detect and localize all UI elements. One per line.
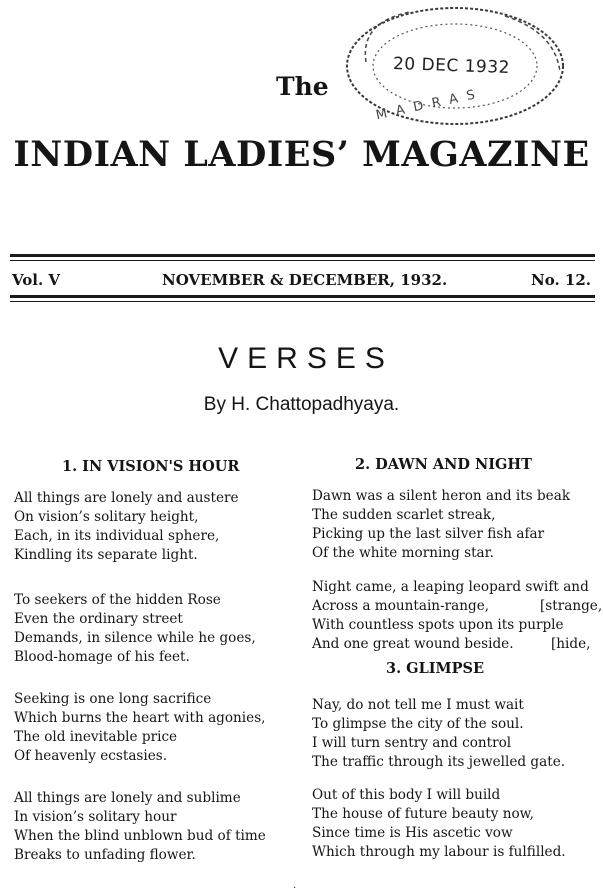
rule-top-thin: [10, 260, 595, 261]
verse-line: Nay, do not tell me I must wait: [312, 697, 524, 713]
verse-line: Which through my labour is fulfilled.: [312, 844, 566, 860]
issue-date: NOVEMBER & DECEMBER, 1932.: [162, 271, 448, 289]
verse-line: The traffic through its jewelled gate.: [312, 754, 566, 770]
verse-line: The house of future beauty now,: [312, 806, 534, 822]
verse-line: Demands, in silence while he goes,: [14, 630, 256, 646]
verse-line: Dawn was a silent heron and its beak: [312, 488, 571, 504]
magazine-title: INDIAN LADIES’ MAGAZINE: [13, 134, 590, 175]
poem-3-stanza-2: [312, 786, 566, 862]
masthead-the: The: [276, 72, 329, 101]
poem-2-title: 2. DAWN AND NIGHT: [355, 456, 532, 473]
verse-line: Blood-homage of his feet.: [14, 649, 190, 665]
rule-bottom-thin: [10, 301, 595, 302]
poem-1-stanza-1: [14, 489, 239, 565]
article-byline: By H. Chattopadhyaya.: [203, 394, 400, 415]
verse-line: Across a mountain-range,: [312, 598, 490, 614]
footer-mark: .: [293, 880, 297, 891]
issue-volume: Vol. V: [12, 271, 61, 289]
verse-line: Which burns the heart with agonies,: [14, 710, 266, 726]
verse-line: The sudden scarlet streak,: [312, 507, 496, 523]
poem-3-stanza-1: [312, 696, 565, 772]
verse-line: Each, in its individual sphere,: [14, 528, 220, 544]
verse-line: In vision’s solitary hour: [14, 809, 177, 825]
verse-line: Of heavenly ecstasies.: [14, 748, 168, 764]
issue-number: No. 12.: [531, 271, 591, 289]
stamp-date: 20 DEC 1932: [392, 53, 511, 79]
verse-line: To seekers of the hidden Rose: [14, 592, 221, 608]
poem-3-title: 3. GLIMPSE: [386, 660, 485, 677]
verse-line: All things are lonely and sublime: [14, 790, 241, 806]
verse-line: When the blind unblown bud of time: [14, 828, 266, 844]
poem-2-stanza-1: [312, 487, 570, 563]
poem-1-stanza-3: [14, 690, 266, 766]
verse-line: Even the ordinary street: [14, 611, 183, 627]
poem-2-overflow-2: [hide,: [551, 636, 591, 652]
verse-line: Of the white morning star.: [312, 545, 494, 561]
verse-line: Out of this body I will build: [312, 787, 501, 803]
verse-line: To glimpse the city of the soul.: [312, 716, 524, 732]
verse-line: And one great wound beside.: [312, 636, 514, 652]
poem-1-stanza-2: [14, 591, 256, 667]
verse-line: Kindling its separate light.: [14, 547, 198, 563]
verse-line: Since time is His ascetic vow: [312, 825, 513, 841]
verse-line: All things are lonely and austere: [14, 490, 239, 506]
verse-line: Night came, a leaping leopard swift and: [312, 579, 589, 595]
rule-top-thick: [10, 254, 595, 257]
verse-line: The old inevitable price: [14, 729, 178, 745]
article-title: VERSES: [218, 342, 394, 375]
poem-1-title: 1. IN VISION'S HOUR: [62, 458, 240, 475]
rule-bottom-thick: [10, 295, 595, 298]
stamp-city: MADRAS: [374, 85, 486, 124]
verse-line: I will turn sentry and control: [312, 735, 512, 751]
verse-line: Picking up the last silver fish afar: [312, 526, 545, 542]
verse-line: Breaks to unfading flower.: [14, 847, 196, 863]
poem-2-overflow-1: [strange,: [540, 598, 603, 614]
poem-1-stanza-4: [14, 789, 266, 865]
poem-2-stanza-2: [312, 578, 589, 654]
verse-line: Seeking is one long sacrifice: [14, 691, 212, 707]
verse-line: On vision’s solitary height,: [14, 509, 199, 525]
verse-line: With countless spots upon its purple: [312, 617, 564, 633]
